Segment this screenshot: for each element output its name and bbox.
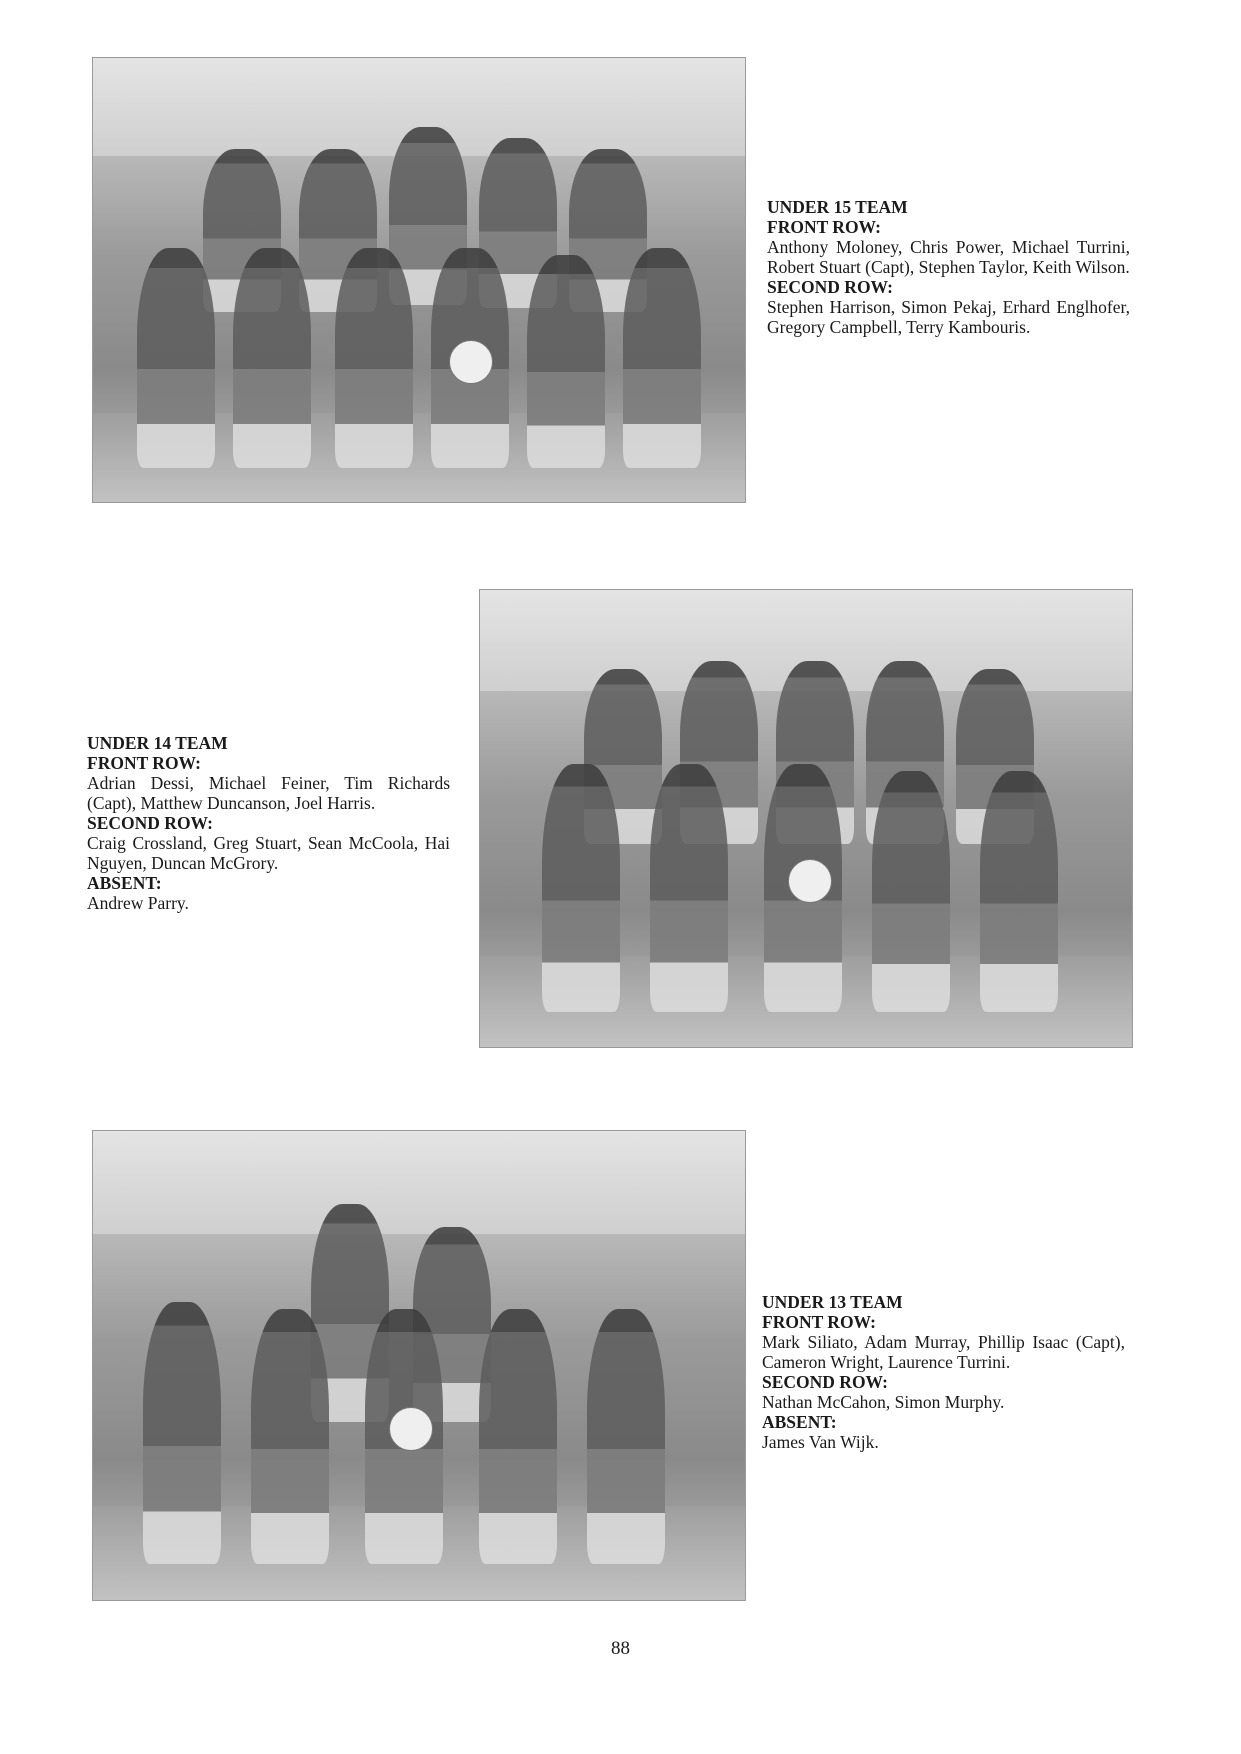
front-row-names: Adrian Dessi, Michael Feiner, Tim Richards (Capt), Matthew Duncanson, Joel Harris. <box>87 773 450 813</box>
under-15-team-photo <box>92 57 746 503</box>
absent-label: ABSENT: <box>762 1412 837 1432</box>
under-13-caption <box>762 1292 1125 1452</box>
front-row-names: Mark Siliato, Adam Murray, Phillip Isaac (Capt), Cameron Wright, Laurence Turrini. <box>762 1332 1125 1372</box>
second-row-label: SECOND ROW: <box>767 277 893 297</box>
second-row-names: Nathan McCahon, Simon Murphy. <box>762 1392 1005 1412</box>
under-14-team-photo <box>479 589 1133 1048</box>
second-row-names: Stephen Harrison, Simon Pekaj, Erhard Englhofer, Gregory Campbell, Terry Kambouris. <box>767 297 1130 337</box>
under-15-caption <box>767 197 1130 337</box>
absent-label: ABSENT: <box>87 873 162 893</box>
front-row-label: FRONT ROW: <box>762 1312 876 1332</box>
absent-names: Andrew Parry. <box>87 893 189 913</box>
second-row-label: SECOND ROW: <box>762 1372 888 1392</box>
team-title: UNDER 13 TEAM <box>762 1292 903 1312</box>
under-14-caption <box>87 733 450 913</box>
team-title: UNDER 14 TEAM <box>87 733 228 753</box>
front-row-names: Anthony Moloney, Chris Power, Michael Turrini, Robert Stuart (Capt), Stephen Taylor, Keith Wilson. <box>767 237 1130 277</box>
second-row-label: SECOND ROW: <box>87 813 213 833</box>
front-row-label: FRONT ROW: <box>767 217 881 237</box>
under-13-team-photo <box>92 1130 746 1601</box>
page-number: 88 <box>611 1638 630 1659</box>
second-row-names: Craig Crossland, Greg Stuart, Sean McCoola, Hai Nguyen, Duncan McGrory. <box>87 833 450 873</box>
absent-names: James Van Wijk. <box>762 1432 879 1452</box>
team-title: UNDER 15 TEAM <box>767 197 908 217</box>
front-row-label: FRONT ROW: <box>87 753 201 773</box>
